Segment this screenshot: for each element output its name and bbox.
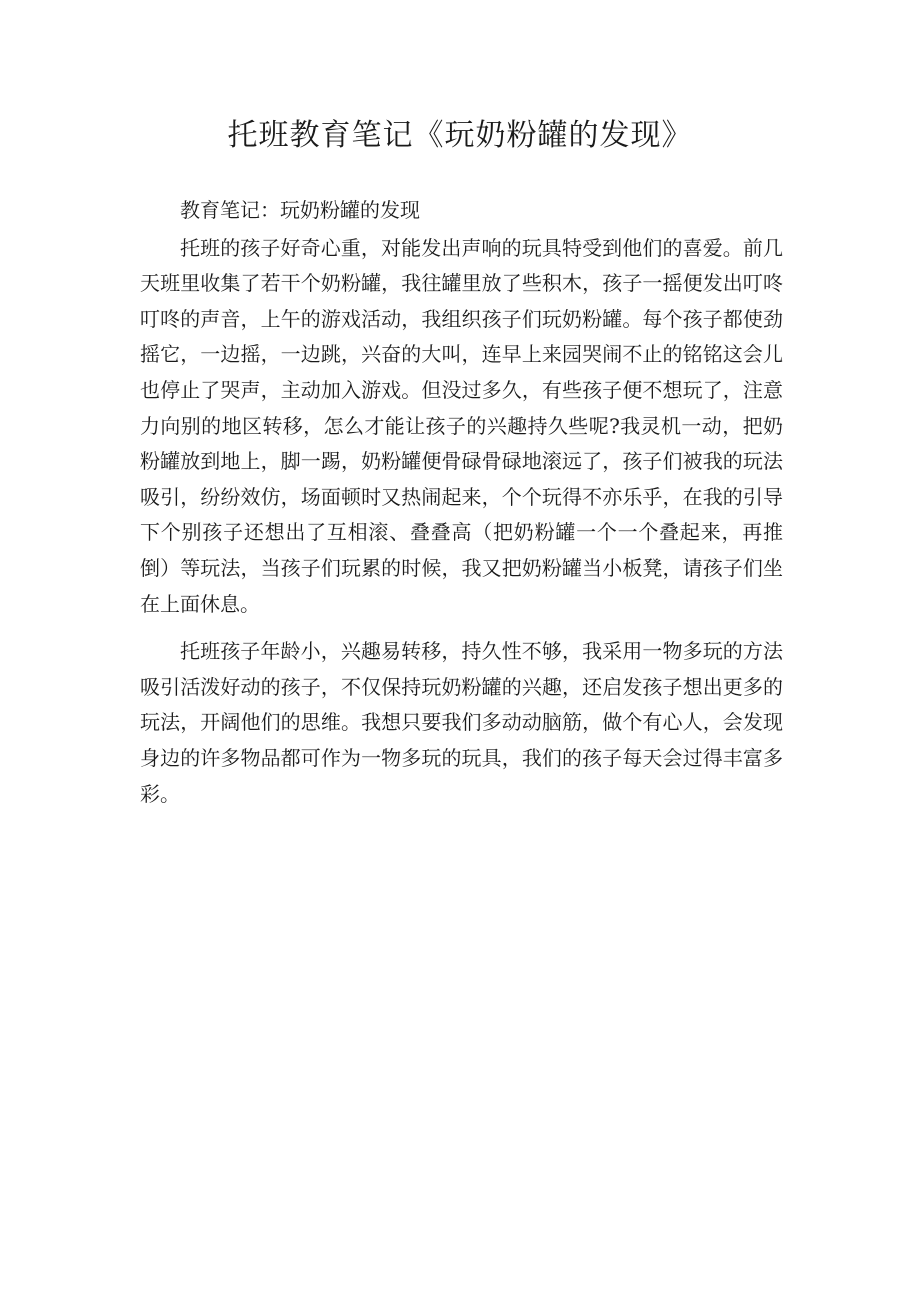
paragraph-reflection: 托班孩子年龄小，兴趣易转移，持久性不够，我采用一物多玩的方法吸引活泼好动的孩子，不仅保持玩奶粉罐的兴趣，还启发孩子想出更多的玩法，开阔他们的思维。我想只要我们多动动脑筋，做个有心人，会发现身边的许多物品都可作为一物多玩的玩具，我们的孩子每天会过得丰富多彩。 — [140, 639, 783, 806]
paragraph-subtitle: 教育笔记：玩奶粉罐的发现 — [180, 198, 420, 222]
document-body — [140, 193, 783, 812]
paragraph-story: 托班的孩子好奇心重，对能发出声响的玩具特受到他们的喜爱。前几天班里收集了若干个奶粉罐，我往罐里放了些积木，孩子一摇便发出叮咚叮咚的声音，上午的游戏活动，我组织孩子们玩奶粉罐。每个孩子都使劲摇它，一边摇，一边跳，兴奋的大叫，连早上来园哭闹不止的铭铭这会儿也停止了哭声，主动加入游戏。但没过多久，有些孩子便不想玩了，注意力向别的地区转移，怎么才能让孩子的兴趣持久些呢?我灵机一动，把奶粉罐放到地上，脚一踢，奶粉罐便骨碌骨碌地滚远了，孩子们被我的玩法吸引，纷纷效仿，场面顿时又热闹起来，个个玩得不亦乐乎，在我的引导下个别孩子还想出了互相滚、叠叠高（把奶粉罐一个一个叠起来，再推倒）等玩法，当孩子们玩累的时候，我又把奶粉罐当小板凳，请孩子们坐在上面休息。 — [140, 235, 783, 616]
document-title: 托班教育笔记《玩奶粉罐的发现》 — [227, 118, 693, 153]
